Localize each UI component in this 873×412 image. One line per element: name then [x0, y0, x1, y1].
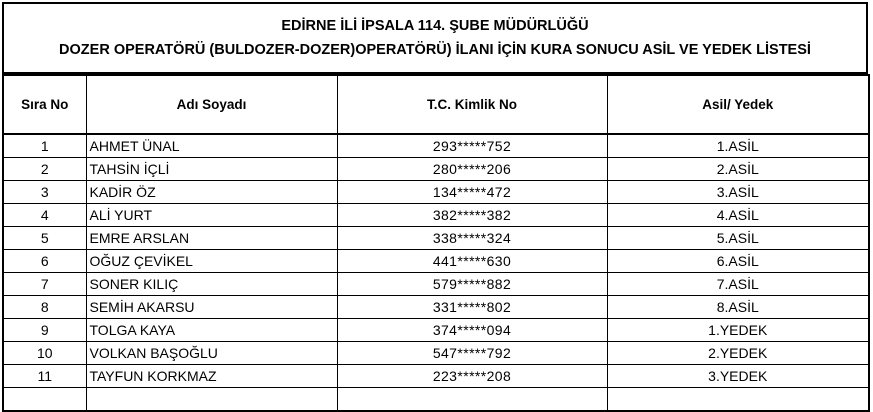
- table-row: [3, 227, 869, 250]
- table-row: [3, 273, 869, 296]
- row-no: [3, 388, 86, 412]
- row-id: 374*****094: [337, 319, 607, 342]
- row-status: 6.ASİL: [607, 250, 869, 273]
- row-name: TOLGA KAYA: [86, 319, 337, 342]
- table-row: [3, 319, 869, 342]
- row-status: 8.ASİL: [607, 296, 869, 319]
- title-line-1: EDİRNE İLİ İPSALA 114. ŞUBE MÜDÜRLÜĞÜ: [281, 18, 589, 34]
- row-no: 8: [3, 296, 86, 319]
- row-name: OĞUZ ÇEVİKEL: [86, 250, 337, 273]
- header-no: Sıra No: [3, 75, 86, 134]
- row-id: 280*****206: [337, 158, 607, 181]
- row-name: SEMİH AKARSU: [86, 296, 337, 319]
- header-name: Adı Soyadı: [86, 75, 337, 134]
- row-name: KADİR ÖZ: [86, 181, 337, 204]
- row-name: VOLKAN BAŞOĞLU: [86, 342, 337, 365]
- title-box: [2, 2, 868, 74]
- row-status: 3.YEDEK: [607, 365, 869, 388]
- header-row: [3, 75, 869, 134]
- table-row: [3, 181, 869, 204]
- row-status: 2.YEDEK: [607, 342, 869, 365]
- table-row: [3, 365, 869, 388]
- row-id: 579*****882: [337, 273, 607, 296]
- candidate-table: [2, 74, 870, 412]
- row-status: 5.ASİL: [607, 227, 869, 250]
- row-no: 6: [3, 250, 86, 273]
- row-id: 382*****382: [337, 204, 607, 227]
- row-name: AHMET ÜNAL: [86, 134, 337, 158]
- row-name: SONER KILIÇ: [86, 273, 337, 296]
- row-id: 293*****752: [337, 134, 607, 158]
- row-status: 4.ASİL: [607, 204, 869, 227]
- row-no: 9: [3, 319, 86, 342]
- row-id: 331*****802: [337, 296, 607, 319]
- row-id: 547*****792: [337, 342, 607, 365]
- row-name: ALİ YURT: [86, 204, 337, 227]
- row-id: 338*****324: [337, 227, 607, 250]
- row-status: 2.ASİL: [607, 158, 869, 181]
- table-row: [3, 296, 869, 319]
- row-name: EMRE ARSLAN: [86, 227, 337, 250]
- row-no: 7: [3, 273, 86, 296]
- row-no: 4: [3, 204, 86, 227]
- row-id: 134*****472: [337, 181, 607, 204]
- table-row: [3, 204, 869, 227]
- title-line-2: DOZER OPERATÖRÜ (BULDOZER-DOZER)OPERATÖRÜ) İLANI İÇİN KURA SONUCU ASİL VE YEDEK LİSTESİ: [59, 42, 811, 58]
- table-row: [3, 342, 869, 365]
- row-id: 223*****208: [337, 365, 607, 388]
- row-no: 1: [3, 134, 86, 158]
- row-no: 10: [3, 342, 86, 365]
- row-status: [607, 388, 869, 412]
- row-id: 441*****630: [337, 250, 607, 273]
- table-row: [3, 250, 869, 273]
- row-no: 5: [3, 227, 86, 250]
- row-status: 1.YEDEK: [607, 319, 869, 342]
- row-name: [86, 388, 337, 412]
- row-status: 1.ASİL: [607, 134, 869, 158]
- table-row: [3, 158, 869, 181]
- header-id: T.C. Kimlik No: [337, 75, 607, 134]
- row-no: 2: [3, 158, 86, 181]
- row-status: 3.ASİL: [607, 181, 869, 204]
- row-no: 11: [3, 365, 86, 388]
- table-row: [3, 134, 869, 158]
- empty-row: [3, 388, 869, 412]
- header-status: Asil/ Yedek: [607, 75, 869, 134]
- row-name: TAYFUN KORKMAZ: [86, 365, 337, 388]
- row-no: 3: [3, 181, 86, 204]
- row-status: 7.ASİL: [607, 273, 869, 296]
- row-name: TAHSİN İÇLİ: [86, 158, 337, 181]
- row-id: [337, 388, 607, 412]
